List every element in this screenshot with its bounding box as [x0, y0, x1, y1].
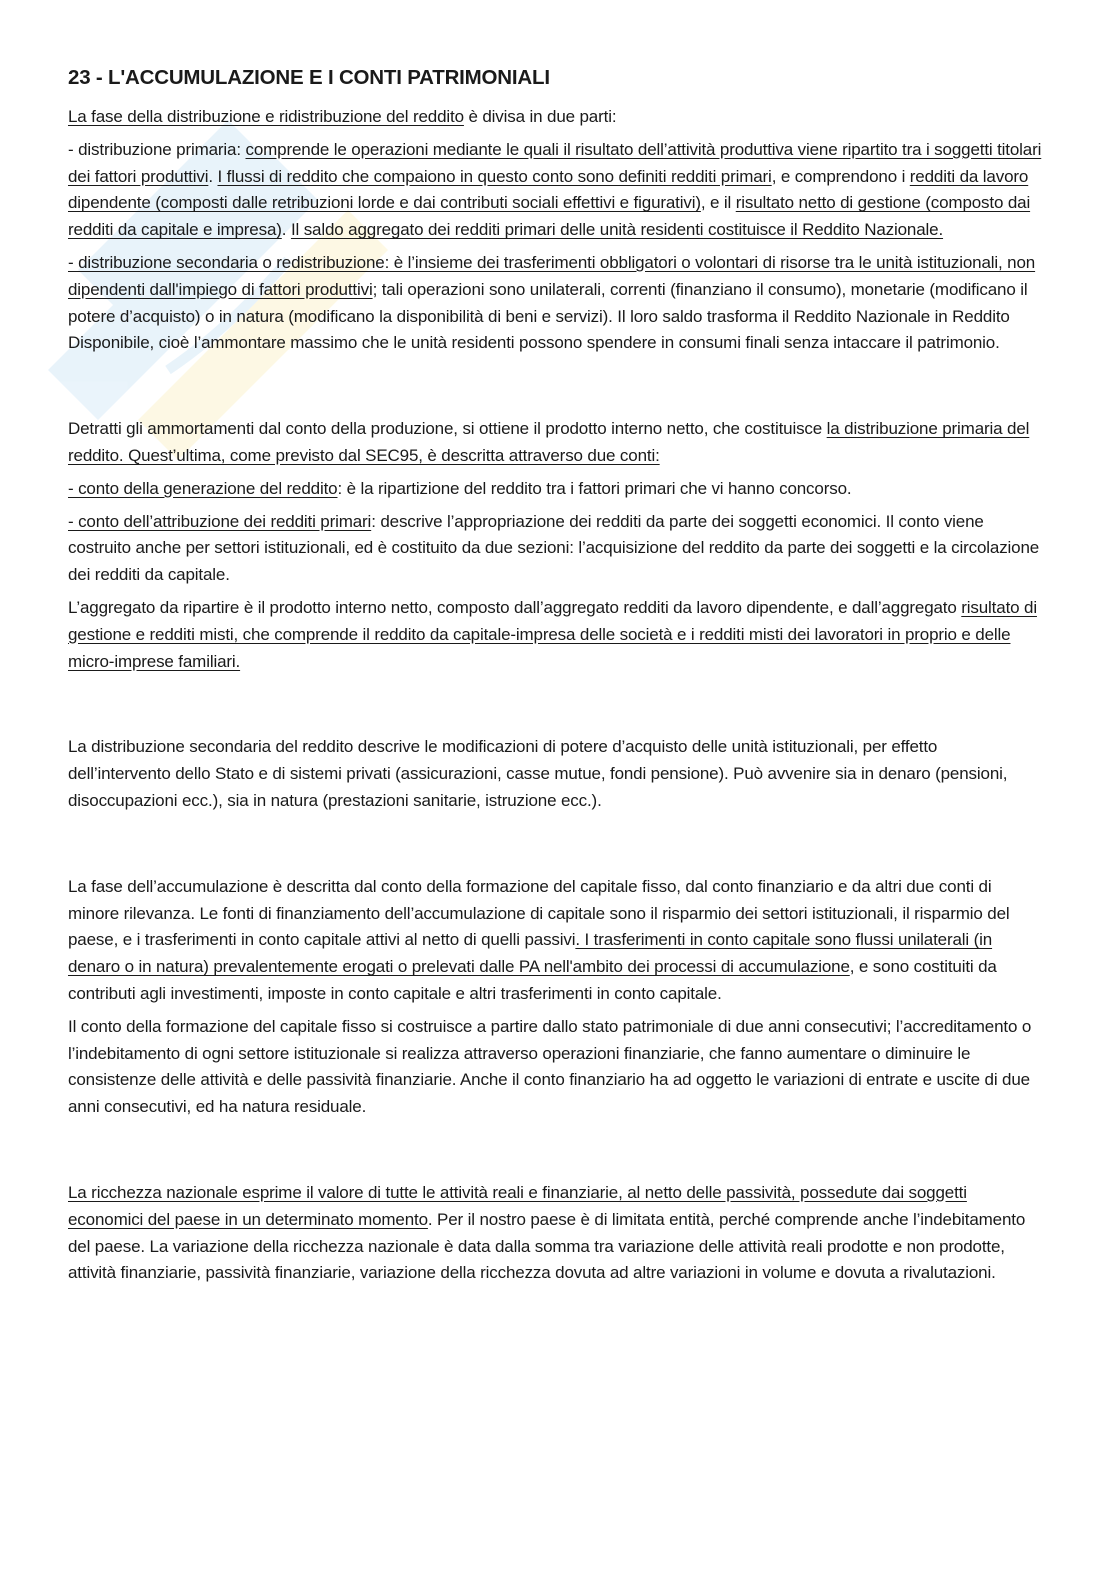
paragraph-text: L’aggregato da ripartire è il prodotto interno netto, composto dall’aggregato redditi da lavoro dipendente, e dall’aggregato [68, 597, 962, 617]
paragraph-text: . [208, 166, 218, 186]
underlined-text: risultato di gestione e redditi misti, che comprende il reddito da capitale-impresa delle società e i redditi misti dei lavoratori in proprio e delle micro-imprese familiari. [68, 597, 1037, 671]
document-page [68, 66, 1043, 1293]
underlined-text: La ricchezza nazionale esprime il valore di tutte le attività reali e finanziarie, al netto delle passività, possedute dai soggetti economici del paese in un determinato momento [68, 1182, 967, 1229]
paragraph-text: , e sono costituiti da contributi agli investimenti, imposte in conto capitale e altri trasferimenti in conto capitale. [68, 957, 997, 1003]
paragraph-text: Il conto della formazione del capitale fisso si costruisce a partire dallo stato patrimoniale di due anni consecutivi; l’accreditamento o l’indebitamento di ogni settore istituzionale si realizza attraverso operazioni finanziarie, che fanno aumentare o diminuire le consistenze delle attività e delle passività finanziarie. Anche il conto finanziario ha ad oggetto le variazioni di entrate e uscite di due anni consecutivi, ed ha natura residuale. [68, 1016, 1032, 1117]
paragraph-text: - distribuzione primaria: [68, 139, 246, 159]
section-gap [68, 821, 1043, 874]
paragraph-text: La distribuzione secondaria del reddito descrive le modificazioni di potere d’acquisto delle unità istituzionali, per effetto dell’intervento dello Stato e di sistemi privati (assicurazioni, casse mutue, fondi pensione). Può avvenire sia in denaro (pensioni, disoccupazioni ecc.), sia in natura (prestazioni sanitarie, istruzione ecc.). [68, 737, 1008, 810]
section-gap [68, 1127, 1043, 1180]
underlined-text: Il saldo aggregato dei redditi primari delle unità residenti costituisce il Reddito Nazionale. [290, 220, 944, 240]
paragraph [68, 250, 1043, 357]
paragraph-text: è divisa in due parti: [463, 107, 617, 126]
paragraph-text: . [281, 220, 291, 240]
paragraph-text: , e il [700, 193, 736, 213]
paragraph [68, 1180, 1043, 1287]
underlined-text: - conto dell’attribuzione dei redditi primari [68, 511, 372, 531]
underlined-text: . I trasferimenti in conto capitale sono flussi unilaterali (in denaro o in natura) prevalentemente erogati o prelevati dalle PA nell'ambito dei processi di accumulazione [68, 930, 993, 977]
paragraph-text: La fase dell’accumulazione è descritta dal conto della formazione del capitale fisso, dal conto finanziario e da altri due conti di minore rilevanza. Le fonti di finanziamento dell’accumulazione di capitale sono il risparmio dei settori istituzionali, il risparmio del paese, e i trasferimenti in conto capitale attivi al netto di quelli passivi [68, 876, 1010, 950]
underlined-text: - distribuzione secondaria o redistribuzione: è l’insieme dei trasferimenti obbligatori o volontari di risorse tra le unità istituzionali, non dipendenti dall'impiego di fattori produttivi [68, 252, 1036, 299]
paragraph [68, 137, 1043, 244]
paragraph [68, 1014, 1043, 1121]
section-gap [68, 363, 1043, 416]
page-title: 23 - L'ACCUMULAZIONE E I CONTI PATRIMONIALI [68, 66, 550, 89]
paragraph-text: Detratti gli ammortamenti dal conto della produzione, si ottiene il prodotto interno netto, che costituisce [68, 419, 827, 439]
paragraph-text: ; tali operazioni sono unilaterali, correnti (finanziano il consumo), monetarie (modificano il potere d’acquisto) o in natura (modificano la disponibilità di beni e servizi). Il loro saldo trasforma il Reddito Nazionale in Reddito Disponibile, cioè l’ammontare massimo che le unità residenti possono spendere in consumi finali senza intaccare il patrimonio. [68, 279, 1028, 353]
paragraph-text: : descrive l’appropriazione dei redditi da parte dei soggetti economici. Il conto viene costruito anche per settori istituzionali, ed è costituito da due sezioni: l’acquisizione del reddito da parte dei soggetti e la circolazione dei redditi da capitale. [68, 511, 1040, 585]
underlined-text: La fase della distribuzione e ridistribuzione del reddito [68, 107, 464, 126]
document-body [68, 104, 1043, 1287]
paragraph [68, 595, 1043, 675]
underlined-text: risultato netto di gestione (composto dai redditi da capitale e impresa) [68, 193, 1031, 240]
underlined-text: - conto della generazione del reddito [68, 478, 338, 498]
paragraph [68, 874, 1043, 1008]
paragraph [68, 476, 1043, 503]
underlined-text: redditi da lavoro dipendente (composti dalle retribuzioni lorde e dai contributi sociali effettivi e figurativi) [68, 166, 1029, 213]
paragraph [68, 104, 1043, 131]
paragraph [68, 734, 1043, 814]
paragraph [68, 416, 1043, 470]
paragraph [68, 509, 1043, 589]
underlined-text: comprende le operazioni mediante le quali il risultato dell’attività produttiva viene ripartito tra i soggetti titolari dei fattori produttivi [68, 139, 1042, 186]
paragraph-text: . Per il nostro paese è di limitata entità, perché comprende anche l’indebitamento del paese. La variazione della ricchezza nazionale è data dalla somma tra variazione delle attività reali prodotte e non prodotte, attività finanziarie, passività finanziarie, variazione della ricchezza dovuta ad altre variazioni in volume e dovuta a rivalutazioni. [68, 1209, 1026, 1283]
underlined-text: la distribuzione primaria del reddito. Quest’ultima, come previsto dal SEC95, è descritta attraverso due conti: [68, 419, 1030, 465]
paragraph-text: , e comprendono i [771, 166, 910, 186]
underlined-text: I flussi di reddito che compaiono in questo conto sono definiti redditi primari [217, 166, 772, 186]
section-gap [68, 681, 1043, 734]
paragraph-text: : è la ripartizione del reddito tra i fattori primari che vi hanno concorso. [337, 478, 852, 498]
